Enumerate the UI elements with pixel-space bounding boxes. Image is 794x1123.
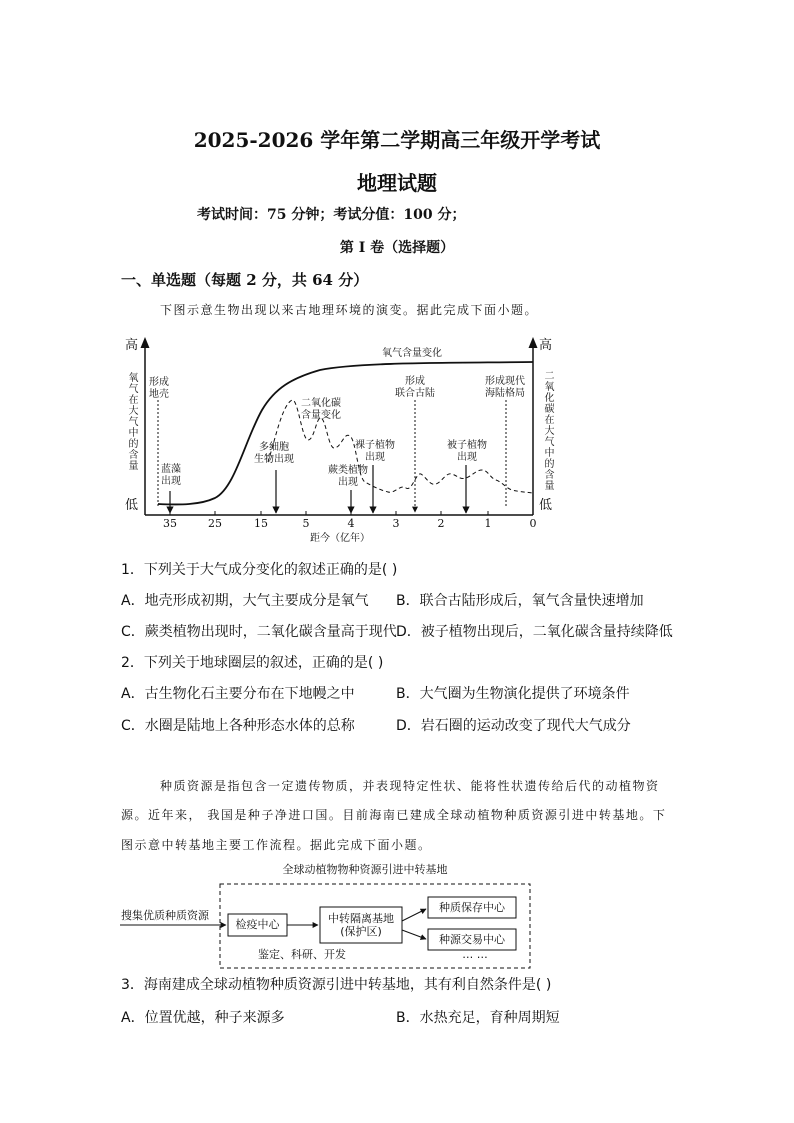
question-2-option-c: C．水圈是陆地上各种形态水体的总称 (121, 718, 355, 734)
group2-intro-line: 源。近年来， 我国是种子净进口国。目前海南已建成全球动植物种质资源引进中转基地。下 (121, 808, 667, 822)
x-tick-label: 25 (208, 517, 222, 530)
right-axis-high: 高 (539, 338, 553, 353)
question-2-stem: 2．下列关于地球圈层的叙述，正确的是( ) (121, 655, 384, 671)
question-2-option-d: D．岩石圈的运动改变了现代大气成分 (396, 718, 631, 734)
x-tick-label: 4 (347, 517, 355, 530)
left-axis-low: 低 (125, 498, 139, 513)
question-2-option-b: B．大气圈为生物演化提供了环境条件 (396, 686, 630, 702)
oxygen-curve-label: 氧气含量变化 (382, 348, 442, 359)
flow-input-label: 搜集优质种质资源 (121, 909, 209, 922)
trade-label: 种源交易中心 (439, 933, 505, 946)
event-angiosperms-label: 被子植物 出现 (447, 440, 487, 463)
event-modern-land-sea-label: 形成现代 海陆格局 (485, 376, 525, 399)
x-tick-label: 1 (484, 517, 492, 530)
question-3-option-b: B．水热充足，育种周期短 (396, 1010, 560, 1026)
event-crust-label: 形成 地壳 (149, 377, 169, 400)
question-1-option-d: D．被子植物出现后，二氧化碳含量持续降低 (396, 624, 673, 640)
exam-info: 考试时间：75 分钟；考试分值：100 分； (197, 207, 466, 223)
question-1-option-a: A．地壳形成初期，大气主要成分是氧气 (121, 593, 369, 609)
quarantine-label: 检疫中心 (235, 918, 280, 931)
activities-label: 鉴定、科研、开发 (258, 948, 346, 961)
co2-curve-label: 二氧化碳 含量变化 (301, 398, 341, 421)
question-1-option-c: C．蕨类植物出现时，二氧化碳含量高于现代 (121, 624, 397, 640)
x-tick-label: 2 (437, 517, 445, 530)
to-storage-arrow (402, 909, 426, 921)
right-axis-low: 低 (539, 498, 553, 513)
question-2-option-a: A．古生物化石主要分布在下地幔之中 (121, 686, 355, 702)
isolation-label: 中转隔离基地 (保护区) (328, 912, 394, 938)
question-3-stem: 3．海南建成全球动植物种质资源引进中转基地，其有利自然条件是( ) (121, 977, 552, 993)
left-axis-arrow (141, 337, 150, 348)
question-1-stem: 1．下列关于大气成分变化的叙述正确的是( ) (121, 562, 398, 578)
subject-title: 地理试题 (357, 171, 437, 195)
right-axis-label: 二氧化碳在大气中的含量 (542, 370, 553, 491)
x-tick-label: 5 (302, 517, 310, 530)
event-ferns-label: 蕨类植物 出现 (328, 465, 368, 488)
x-tick-label: 0 (529, 517, 537, 530)
event-pangaea-label: 形成 联合古陆 (395, 376, 435, 399)
left-axis-label: 氧气在大气中的含量 (126, 372, 137, 471)
event-cyanobacteria-label: 蓝藻 出现 (161, 464, 181, 487)
question-1-option-b: B．联合古陆形成后，氧气含量快速增加 (396, 593, 644, 609)
event-multicellular-label: 多细胞 生物出现 (254, 442, 294, 465)
section-heading: 一、单选题（每题 2 分，共 64 分） (121, 271, 369, 289)
x-tick-label: 35 (163, 517, 177, 530)
question-3-option-a: A．位置优越，种子来源多 (121, 1010, 285, 1026)
volume-title: 第 I 卷（选择题） (339, 240, 455, 256)
storage-label: 种质保存中心 (439, 901, 505, 914)
right-axis-arrow (529, 337, 538, 348)
group2-intro-line: 种质资源是指包含一定遗传物质，并表现特定性状、能将性状遗传给后代的动植物资 (160, 779, 660, 793)
group1-intro: 下图示意生物出现以来古地理环境的演变。据此完成下面小题。 (160, 303, 539, 317)
event-gymnosperms-label: 裸子植物 出现 (355, 440, 395, 463)
flow-diagram-title: 全球动植物物种资源引进中转基地 (282, 863, 448, 876)
x-tick-label: 15 (254, 517, 268, 530)
ellipsis-label: … … (462, 948, 488, 961)
left-axis-high: 高 (125, 338, 139, 353)
exam-title: 2025-2026 学年第二学期高三年级开学考试 (193, 128, 601, 152)
x-axis-label: 距今（亿年） (310, 533, 370, 544)
group2-intro-line: 图示意中转基地主要工作流程。据此完成下面小题。 (121, 838, 432, 852)
to-trade-arrow (402, 930, 426, 939)
x-tick-label: 3 (392, 517, 400, 530)
